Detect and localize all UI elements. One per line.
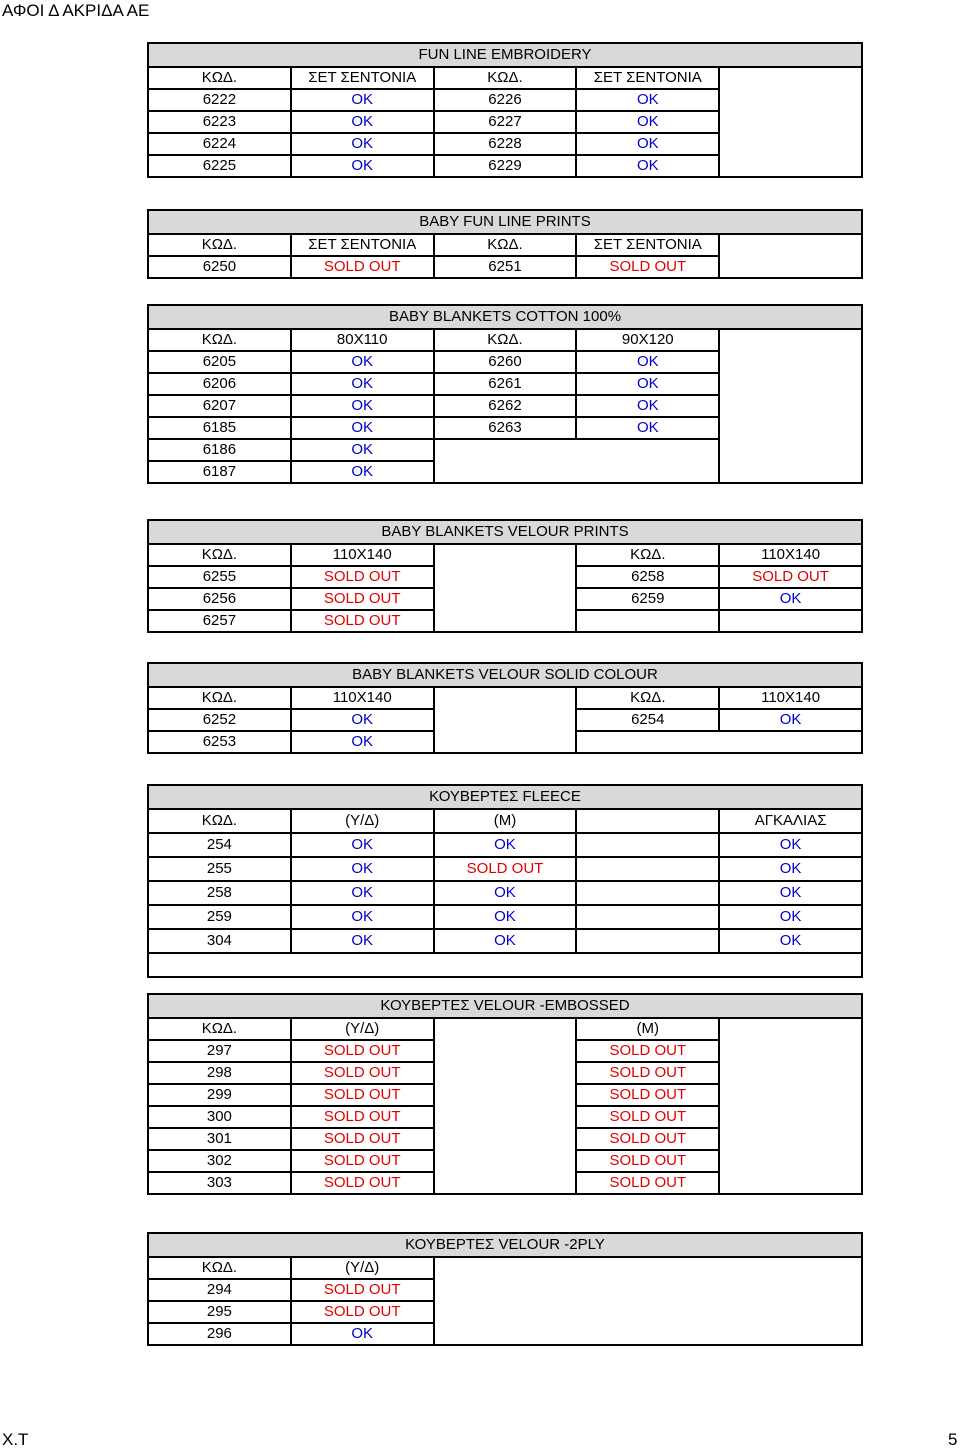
- code-cell: 300: [148, 1106, 291, 1128]
- status-cell: SOLD OUT: [291, 1084, 434, 1106]
- code-cell: 258: [148, 881, 291, 905]
- status-cell: OK: [291, 133, 434, 155]
- code-cell: 298: [148, 1062, 291, 1084]
- code-cell: 295: [148, 1301, 291, 1323]
- header-cell: ΣΕΤ ΣΕΝΤΟΝΙΑ: [576, 234, 719, 256]
- code-cell: 301: [148, 1128, 291, 1150]
- blank-cell: [434, 439, 720, 483]
- header-cell: (Υ/Δ): [291, 1018, 434, 1040]
- code-cell: 6228: [434, 133, 577, 155]
- code-cell: 6259: [576, 588, 719, 610]
- header-cell: ΑΓΚΑΛΙΑΣ: [719, 809, 862, 833]
- status-cell: OK: [576, 373, 719, 395]
- status-cell: OK: [576, 395, 719, 417]
- code-cell: 6225: [148, 155, 291, 177]
- blank-cell: [576, 809, 719, 833]
- blank-cell: [576, 731, 862, 753]
- code-cell: 303: [148, 1172, 291, 1194]
- code-cell: 6258: [576, 566, 719, 588]
- status-cell: SOLD OUT: [576, 1150, 719, 1172]
- status-cell: OK: [434, 833, 577, 857]
- section-title: FUN LINE EMBROIDERY: [148, 43, 862, 67]
- status-cell: OK: [719, 929, 862, 953]
- status-cell: OK: [719, 709, 862, 731]
- code-cell: 6256: [148, 588, 291, 610]
- code-cell: 6255: [148, 566, 291, 588]
- code-cell: 6251: [434, 256, 577, 278]
- status-cell: SOLD OUT: [576, 1128, 719, 1150]
- status-cell: OK: [291, 929, 434, 953]
- header-cell: (Μ): [434, 809, 577, 833]
- section-baby-blankets-cotton: [147, 304, 863, 484]
- blank-cell: [434, 1018, 577, 1194]
- status-cell: OK: [434, 881, 577, 905]
- code-cell: 6187: [148, 461, 291, 483]
- header-cell: ΚΩΔ.: [434, 67, 577, 89]
- code-cell: 6253: [148, 731, 291, 753]
- status-cell: SOLD OUT: [291, 610, 434, 632]
- blank-cell: [719, 67, 862, 177]
- code-cell: 6185: [148, 417, 291, 439]
- section-title: BABY BLANKETS VELOUR PRINTS: [148, 520, 862, 544]
- header-cell: ΚΩΔ.: [434, 329, 577, 351]
- blank-cell: [719, 234, 862, 278]
- code-cell: 6206: [148, 373, 291, 395]
- header-cell: ΣΕΤ ΣΕΝΤΟΝΙΑ: [291, 67, 434, 89]
- code-cell: 6223: [148, 111, 291, 133]
- header-cell: (Υ/Δ): [291, 1257, 434, 1279]
- page-number: 5: [948, 1430, 958, 1449]
- status-cell: SOLD OUT: [291, 1106, 434, 1128]
- blank-row: [148, 953, 862, 977]
- status-cell: SOLD OUT: [291, 1150, 434, 1172]
- header-cell: 90X120: [576, 329, 719, 351]
- blank-cell: [434, 1257, 862, 1345]
- status-cell: OK: [291, 731, 434, 753]
- header-cell: (Μ): [576, 1018, 719, 1040]
- status-cell: [719, 610, 862, 632]
- status-cell: OK: [291, 111, 434, 133]
- status-cell: SOLD OUT: [291, 566, 434, 588]
- code-cell: 259: [148, 905, 291, 929]
- status-cell: SOLD OUT: [576, 1106, 719, 1128]
- section-title: BABY BLANKETS COTTON 100%: [148, 305, 862, 329]
- code-cell: 302: [148, 1150, 291, 1172]
- header-cell: 80X110: [291, 329, 434, 351]
- header-cell: ΚΩΔ.: [576, 687, 719, 709]
- status-cell: OK: [291, 905, 434, 929]
- code-cell: 6205: [148, 351, 291, 373]
- status-cell: SOLD OUT: [291, 1040, 434, 1062]
- status-cell: SOLD OUT: [291, 1062, 434, 1084]
- code-cell: 6261: [434, 373, 577, 395]
- status-cell: OK: [434, 929, 577, 953]
- section-title: BABY FUN LINE PRINTS: [148, 210, 862, 234]
- company-name: ΑΦΟΙ Δ ΑΚΡΙΔΑ ΑΕ: [2, 1, 150, 20]
- header-cell: 110X140: [291, 544, 434, 566]
- code-cell: 6224: [148, 133, 291, 155]
- status-cell: SOLD OUT: [719, 566, 862, 588]
- code-cell: 6226: [434, 89, 577, 111]
- status-cell: OK: [719, 881, 862, 905]
- blank-cell: [719, 1018, 862, 1194]
- status-cell: OK: [291, 395, 434, 417]
- code-cell: 297: [148, 1040, 291, 1062]
- status-cell: SOLD OUT: [291, 1279, 434, 1301]
- status-cell: OK: [719, 588, 862, 610]
- status-cell: OK: [719, 905, 862, 929]
- status-cell: OK: [576, 155, 719, 177]
- status-cell: SOLD OUT: [576, 1040, 719, 1062]
- status-cell: SOLD OUT: [576, 1172, 719, 1194]
- code-cell: 294: [148, 1279, 291, 1301]
- blank-cell: [576, 905, 719, 929]
- header-cell: ΚΩΔ.: [148, 234, 291, 256]
- section-title: ΚΟΥΒΕΡΤΕΣ VELOUR -2PLY: [148, 1233, 862, 1257]
- code-cell: 299: [148, 1084, 291, 1106]
- status-cell: OK: [291, 373, 434, 395]
- status-cell: OK: [576, 89, 719, 111]
- status-cell: OK: [291, 89, 434, 111]
- header-cell: 110X140: [719, 544, 862, 566]
- header-cell: ΚΩΔ.: [148, 329, 291, 351]
- status-cell: SOLD OUT: [576, 1084, 719, 1106]
- status-cell: OK: [291, 439, 434, 461]
- header-cell: ΣΕΤ ΣΕΝΤΟΝΙΑ: [291, 234, 434, 256]
- code-cell: 254: [148, 833, 291, 857]
- code-cell: 6257: [148, 610, 291, 632]
- status-cell: SOLD OUT: [291, 256, 434, 278]
- status-cell: OK: [291, 155, 434, 177]
- section-baby-blankets-velour-prints: [147, 519, 863, 633]
- code-cell: 6186: [148, 439, 291, 461]
- header-cell: 110X140: [719, 687, 862, 709]
- code-cell: 6227: [434, 111, 577, 133]
- header-cell: ΚΩΔ.: [148, 809, 291, 833]
- status-cell: OK: [291, 881, 434, 905]
- status-cell: OK: [576, 417, 719, 439]
- code-cell: 296: [148, 1323, 291, 1345]
- code-cell: 6222: [148, 89, 291, 111]
- status-cell: OK: [291, 351, 434, 373]
- status-cell: OK: [434, 905, 577, 929]
- status-cell: SOLD OUT: [291, 1128, 434, 1150]
- section-velour-2ply: [147, 1232, 863, 1346]
- code-cell: 6254: [576, 709, 719, 731]
- section-fun-line-embroidery: [147, 42, 863, 178]
- footer-left-text: Χ.Τ: [2, 1430, 29, 1449]
- status-cell: OK: [719, 833, 862, 857]
- code-cell: 6263: [434, 417, 577, 439]
- header-cell: ΚΩΔ.: [148, 687, 291, 709]
- status-cell: OK: [291, 1323, 434, 1345]
- section-baby-fun-line-prints: [147, 209, 863, 279]
- section-title: BABY BLANKETS VELOUR SOLID COLOUR: [148, 663, 862, 687]
- status-cell: OK: [291, 833, 434, 857]
- blank-cell: [576, 929, 719, 953]
- status-cell: OK: [719, 857, 862, 881]
- header-cell: ΚΩΔ.: [576, 544, 719, 566]
- code-cell: 6250: [148, 256, 291, 278]
- status-cell: SOLD OUT: [291, 1172, 434, 1194]
- section-velour-embossed: [147, 993, 863, 1195]
- header-cell: 110X140: [291, 687, 434, 709]
- header-cell: ΣΕΤ ΣΕΝΤΟΝΙΑ: [576, 67, 719, 89]
- status-cell: OK: [576, 111, 719, 133]
- header-cell: ΚΩΔ.: [148, 544, 291, 566]
- header-cell: (Υ/Δ): [291, 809, 434, 833]
- blank-cell: [576, 857, 719, 881]
- header-cell: ΚΩΔ.: [148, 67, 291, 89]
- status-cell: OK: [291, 461, 434, 483]
- status-cell: SOLD OUT: [291, 588, 434, 610]
- code-cell: 6229: [434, 155, 577, 177]
- code-cell: 255: [148, 857, 291, 881]
- blank-cell: [434, 687, 577, 753]
- section-title: ΚΟΥΒΕΡΤΕΣ VELOUR -EMBOSSED: [148, 994, 862, 1018]
- status-cell: SOLD OUT: [434, 857, 577, 881]
- status-cell: OK: [576, 351, 719, 373]
- blank-cell: [576, 833, 719, 857]
- status-cell: OK: [576, 133, 719, 155]
- code-cell: 6252: [148, 709, 291, 731]
- code-cell: 304: [148, 929, 291, 953]
- header-cell: ΚΩΔ.: [148, 1257, 291, 1279]
- status-cell: OK: [291, 417, 434, 439]
- status-cell: OK: [291, 857, 434, 881]
- section-baby-blankets-velour-solid: [147, 662, 863, 754]
- code-cell: [576, 610, 719, 632]
- section-fleece: [147, 784, 863, 978]
- status-cell: SOLD OUT: [576, 1062, 719, 1084]
- code-cell: 6207: [148, 395, 291, 417]
- status-cell: SOLD OUT: [291, 1301, 434, 1323]
- section-title: ΚΟΥΒΕΡΤΕΣ FLEECE: [148, 785, 862, 809]
- blank-cell: [719, 329, 862, 483]
- blank-cell: [434, 544, 577, 632]
- status-cell: OK: [291, 709, 434, 731]
- header-cell: ΚΩΔ.: [148, 1018, 291, 1040]
- code-cell: 6260: [434, 351, 577, 373]
- code-cell: 6262: [434, 395, 577, 417]
- status-cell: SOLD OUT: [576, 256, 719, 278]
- header-cell: ΚΩΔ.: [434, 234, 577, 256]
- blank-cell: [576, 881, 719, 905]
